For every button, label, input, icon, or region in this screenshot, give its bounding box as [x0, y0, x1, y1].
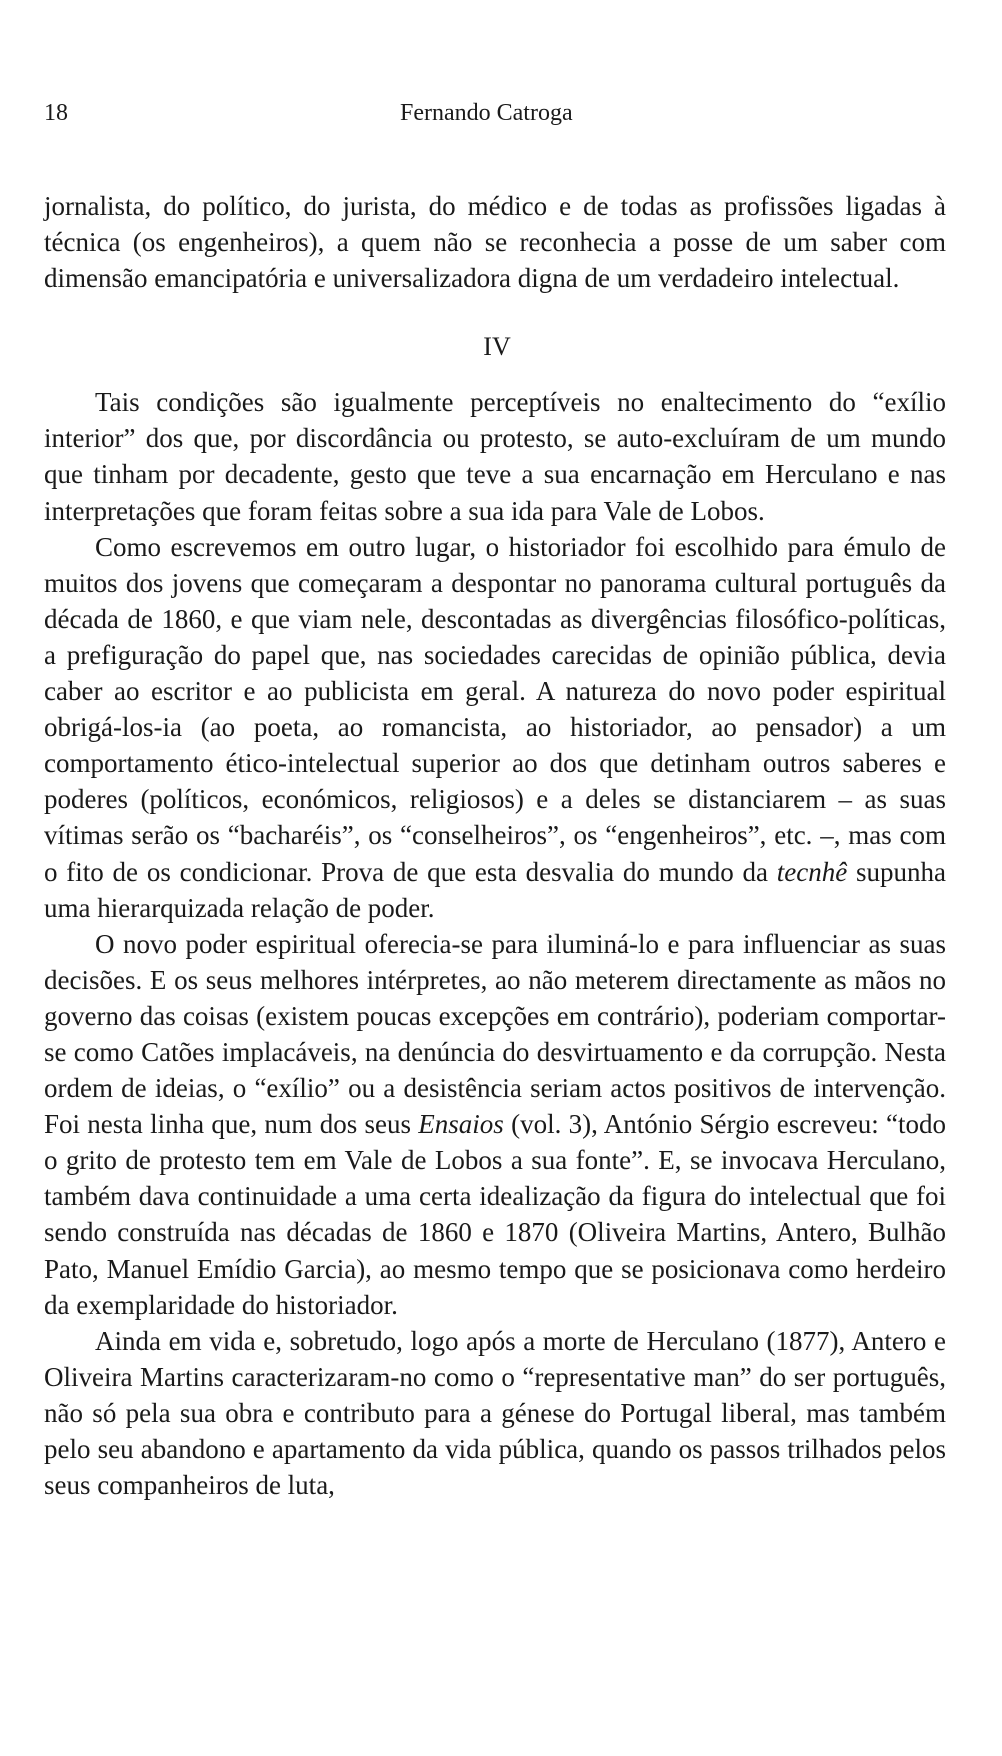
- paragraph-text: Como escrevemos em outro lugar, o historiador foi escolhido para émulo de muitos dos jovens que começaram a despontar no panorama cultural português da década de 1860, e que viam nele, descontadas as divergências filosófico-políticas, a prefiguração do papel que, nas sociedades carecidas de opinião pública, devia caber ao escritor e ao publicista em geral. A natureza do novo poder espiritual obrigá-los-ia (ao poeta, ao romancista, ao historiador, ao pensador) a um comportamento ético-intelectual superior ao dos que detinham outros saberes e poderes (políticos, económicos, religiosos) e a deles se distanciarem – as suas vítimas serão os “bacharéis”, os “conselheiros”, os “engenheiros”, etc. –, mas com o fito de os condicionar. Prova de que esta desvalia do mundo da: [44, 531, 946, 887]
- italic-term: tecnhê: [776, 856, 848, 887]
- paragraph-continuation: jornalista, do político, do jurista, do médico e de todas as profissões ligadas à técnica (os engenheiros), a quem não se reconhecia a posse de um saber com dimensão emancipatória e universalizadora digna de um verdadeiro intelectual.: [44, 191, 946, 294]
- paragraph-text: supunha uma hierarquizada relação de poder.: [44, 856, 946, 923]
- body-text: [44, 188, 946, 1503]
- paragraph: Tais condições são igualmente perceptíveis no enaltecimento do “exílio interior” dos que, por discordância ou protesto, se auto-excluíram de um mundo que tinham por decadente, gesto que teve a sua encarnação em Herculano e nas interpretações que foram feitas sobre a sua ida para Vale de Lobos.: [44, 387, 946, 526]
- paragraph: [44, 529, 946, 926]
- paragraph-text: (vol. 3), António Sérgio escreveu: “todo o grito de protesto tem em Vale de Lobos a sua fonte”. E, se invocava Herculano, também dava continuidade a uma certa idealização da figura do intelectual que foi sendo construída nas décadas de 1860 e 1870 (Oliveira Martins, Antero, Bulhão Pato, Manuel Emídio Garcia), ao mesmo tempo que se posicionava como herdeiro da exemplaridade do historiador.: [44, 1109, 947, 1320]
- section-heading: IV: [483, 332, 511, 362]
- page-number: 18: [44, 100, 68, 126]
- paragraph-text: O novo poder espiritual oferecia-se para iluminá-lo e para influenciar as suas decisões. E os seus melhores intérpretes, ao não meterem directamente as mãos no governo das coisas (existem poucas excepções em contrário), poderiam comportar-se como Catões implacáveis, na denúncia do desvirtuamento e da corrupção. Nesta ordem de ideias, o “exílio” ou a desistência seriam actos positivos de intervenção. Foi nesta linha que, num dos seus: [44, 928, 946, 1140]
- paragraph: [44, 926, 946, 1323]
- page-header: [44, 100, 958, 140]
- italic-title: Ensaios: [418, 1109, 504, 1140]
- paragraph: Ainda em vida e, sobretudo, logo após a morte de Herculano (1877), Antero e Oliveira Martins caracterizaram-no como o “representative man” do ser português, não só pela sua obra e contributo para a génese do Portugal liberal, mas também pelo seu abandono e apartamento da vida pública, quando os passos trilhados pelos seus companheiros de luta,: [44, 1325, 946, 1501]
- running-head-author: Fernando Catroga: [400, 100, 573, 126]
